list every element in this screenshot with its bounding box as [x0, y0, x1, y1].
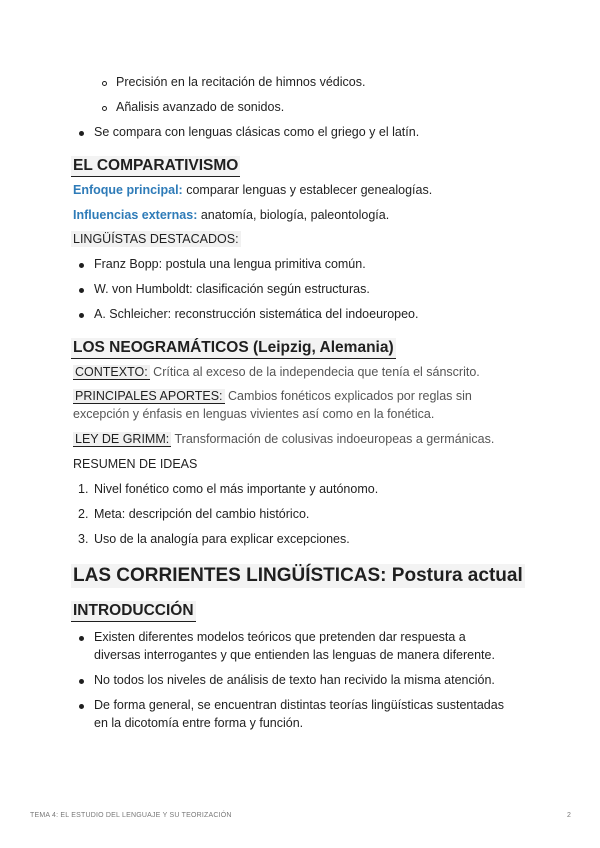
page-number: 2: [567, 812, 572, 819]
grimm-text: Transformación de colusivas indoeuropeas a germánicas.: [171, 432, 495, 446]
influences-label: Influencias externas:: [73, 208, 198, 222]
list-number: 2.: [78, 507, 89, 521]
hollow-bullet-icon: [102, 81, 107, 86]
chapter-title: LAS CORRIENTES LINGÜÍSTICAS: Postura actual: [73, 565, 523, 586]
bullet-icon: [79, 288, 84, 293]
linguists-heading: LINGÜÍSTAS DESTACADOS:: [73, 232, 239, 246]
context-text: Crítica al exceso de la independecia que tenía el sánscrito.: [149, 365, 480, 379]
bullet-icon: [79, 704, 84, 709]
list-item: No todos los niveles de análisis de texto han recivido la misma atención.: [94, 673, 495, 687]
bullet-icon: [79, 636, 84, 641]
grimm-label: LEY DE GRIMM:: [75, 432, 170, 446]
section-heading-neogramaticos: LOS NEOGRAMÁTICOS (Leipzig, Alemania): [71, 338, 396, 359]
list-item: Existen diferentes modelos teóricos que pretenden dar respuesta a: [94, 630, 466, 644]
influences-line: [73, 207, 389, 223]
bullet-icon: [79, 313, 84, 318]
focus-line: [73, 182, 432, 198]
footer-title: TEMA 4: EL ESTUDIO DEL LENGUAJE Y SU TEORIZACIÓN: [30, 812, 232, 819]
section-heading-comparativismo: EL COMPARATIVISMO: [71, 156, 240, 177]
numbered-item: Nivel fonético como el más importante y autónomo.: [94, 482, 379, 496]
contributions-text: Cambios fonéticos explicados por reglas sin: [224, 389, 472, 403]
focus-label: Enfoque principal:: [73, 183, 183, 197]
list-item: Se compara con lenguas clásicas como el griego y el latín.: [94, 125, 420, 139]
sub-list-item: Precisión en la recitación de himnos védicos.: [116, 75, 366, 89]
bullet-icon: [79, 679, 84, 684]
list-number: 1.: [78, 482, 89, 496]
sub-list-item: Añalisis avanzado de sonidos.: [116, 100, 285, 114]
focus-text: comparar lenguas y establecer genealogías.: [182, 183, 433, 197]
section-heading-introduccion: INTRODUCCIÓN: [71, 601, 196, 622]
list-item: W. von Humboldt: clasificación según estructuras.: [94, 282, 370, 296]
bullet-icon: [79, 131, 84, 136]
list-item: A. Schleicher: reconstrucción sistemática del indoeuropeo.: [94, 307, 419, 321]
bullet-icon: [79, 263, 84, 268]
grimm-line: [73, 431, 494, 447]
list-item: De forma general, se encuentran distintas teorías lingüísticas sustentadas: [94, 698, 504, 712]
list-number: 3.: [78, 532, 89, 546]
list-item: Franz Bopp: postula una lengua primitiva común.: [94, 257, 366, 271]
list-item-cont: diversas interrogantes y que entienden las lenguas de manera diferente.: [94, 648, 495, 662]
numbered-item: Uso de la analogía para explicar excepciones.: [94, 532, 350, 546]
influences-text: anatomía, biología, paleontología.: [197, 208, 390, 222]
hollow-bullet-icon: [102, 106, 107, 111]
list-item-cont: en la dicotomía entre forma y función.: [94, 716, 304, 730]
contributions-text-cont: excepción y énfasis en lenguas vivientes así como en la fonética.: [73, 407, 435, 421]
contributions-label: PRINCIPALES APORTES:: [75, 389, 223, 403]
contributions-line: [73, 388, 472, 404]
context-line: [73, 364, 480, 380]
numbered-item: Meta: descripción del cambio histórico.: [94, 507, 310, 521]
summary-heading: RESUMEN DE IDEAS: [73, 457, 198, 471]
context-label: CONTEXTO:: [75, 365, 148, 379]
